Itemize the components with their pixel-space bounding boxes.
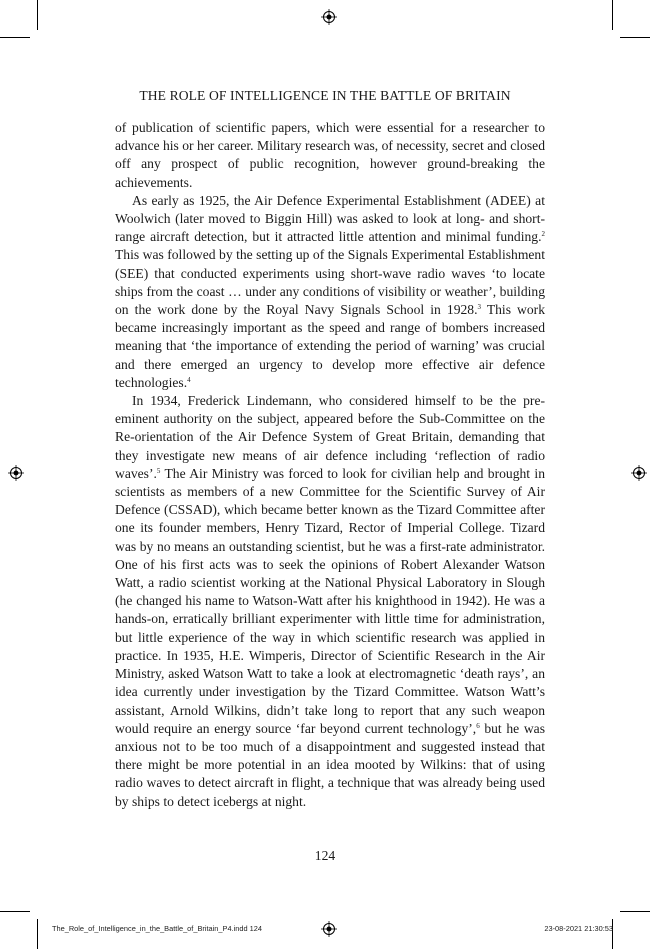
- crop-mark-bottom-left-h: [0, 911, 30, 912]
- registration-mark-top-icon: [321, 9, 337, 25]
- page-number: 124: [314, 848, 336, 863]
- slug-file-info: The_Role_of_Intelligence_in_the_Battle_of_Britain_P4.indd 124: [52, 924, 262, 933]
- slug-timestamp: 23-08-2021 21:30:53: [544, 924, 613, 933]
- registration-mark-left-icon: [8, 465, 24, 481]
- crop-mark-top-left-h: [0, 37, 30, 38]
- paragraph: As early as 1925, the Air Defence Experimental Establishment (ADEE) at Woolwich (later moved to Biggin Hill) was asked to look at long- and short-range aircraft detection, but it attracted little attention and minimal funding.$^2$ This was followed by the setting up of the Signals Experimental Establishment (SEE) that conducted experiments using short-wave radio waves ‘to locate ships from the coast … under any conditions of visibility or weather’, building on the work done by the Royal Navy Signals School in 1928.$^3$ This work became increasingly important as the speed and range of bombers increased meaning that ‘the importance of extending the period of warning’ was crucial and there emerged an urgency to develop more effective air defence technologies.$^4$: [115, 192, 545, 390]
- crop-mark-bottom-right-h: [620, 911, 650, 912]
- paragraph: of publication of scientific papers, which were essential for a researcher to advance his or her career. Military research was, of necessity, secret and closed off any prospect of public recognition, however ground-breaking the achievements.: [115, 120, 545, 190]
- crop-mark-top-left-v: [37, 0, 38, 30]
- body-text: [115, 119, 545, 811]
- footnote-ref[interactable]: 6: [476, 721, 480, 730]
- footnote-ref[interactable]: 2: [541, 230, 545, 239]
- footnote-ref[interactable]: 3: [477, 303, 481, 312]
- running-head: THE ROLE OF INTELLIGENCE IN THE BATTLE OF BRITAIN: [139, 88, 511, 103]
- crop-mark-bottom-left-v: [37, 919, 38, 949]
- footnote-ref[interactable]: 5: [156, 466, 161, 475]
- paragraph: In 1934, Frederick Lindemann, who considered himself to be the pre-eminent authority on the subject, appeared before the Sub-Committee on the Re-orientation of the Air Defence System of Great Britain, demanding that they investigate new means of air defence including ‘reflection of radio waves’.$^5$ The Air Ministry was forced to look for civilian help and brought in scientists as members of a new Committee for the Scientific Survey of Air Defence (CSSAD), which became better known as the Tizard Committee after one its founder members, Henry Tizard, Rector of Imperial College. Tizard was by no means an outstanding scientist, but he was a first-rate administrator. One of his first acts was to seek the opinions of Robert Alexander Watson Watt, a radio scientist working at the National Physical Laboratory in Slough (he changed his name to Watson-Watt after his knighthood in 1942). He was a hands-on, erratically brilliant experimenter with little time for administration, but little experience of the way in which scientific research was applied in practice. In 1935, H.E. Wimperis, Director of Scientific Research in the Air Ministry, asked Watson Watt to take a look at electromagnetic ‘death rays’, an idea currently under investigation by the Tizard Committee. Watson Watt’s assistant, Arnold Wilkins, didn’t take long to report that any such weapon would require an energy source ‘far beyond current technology’,$^6$ but he was anxious not to be too much of a disappointment and suggested instead that there might be more potential in an idea mooted by Wilkins: that of using radio waves to detect aircraft in flight, a technique that was already being used by ships to detect icebergs at night.: [115, 393, 545, 809]
- registration-mark-right-icon: [631, 465, 647, 481]
- crop-mark-top-right-h: [620, 37, 650, 38]
- crop-mark-top-right-v: [612, 0, 613, 30]
- footnote-ref[interactable]: 4: [187, 375, 191, 384]
- registration-mark-bottom-icon: [321, 921, 337, 937]
